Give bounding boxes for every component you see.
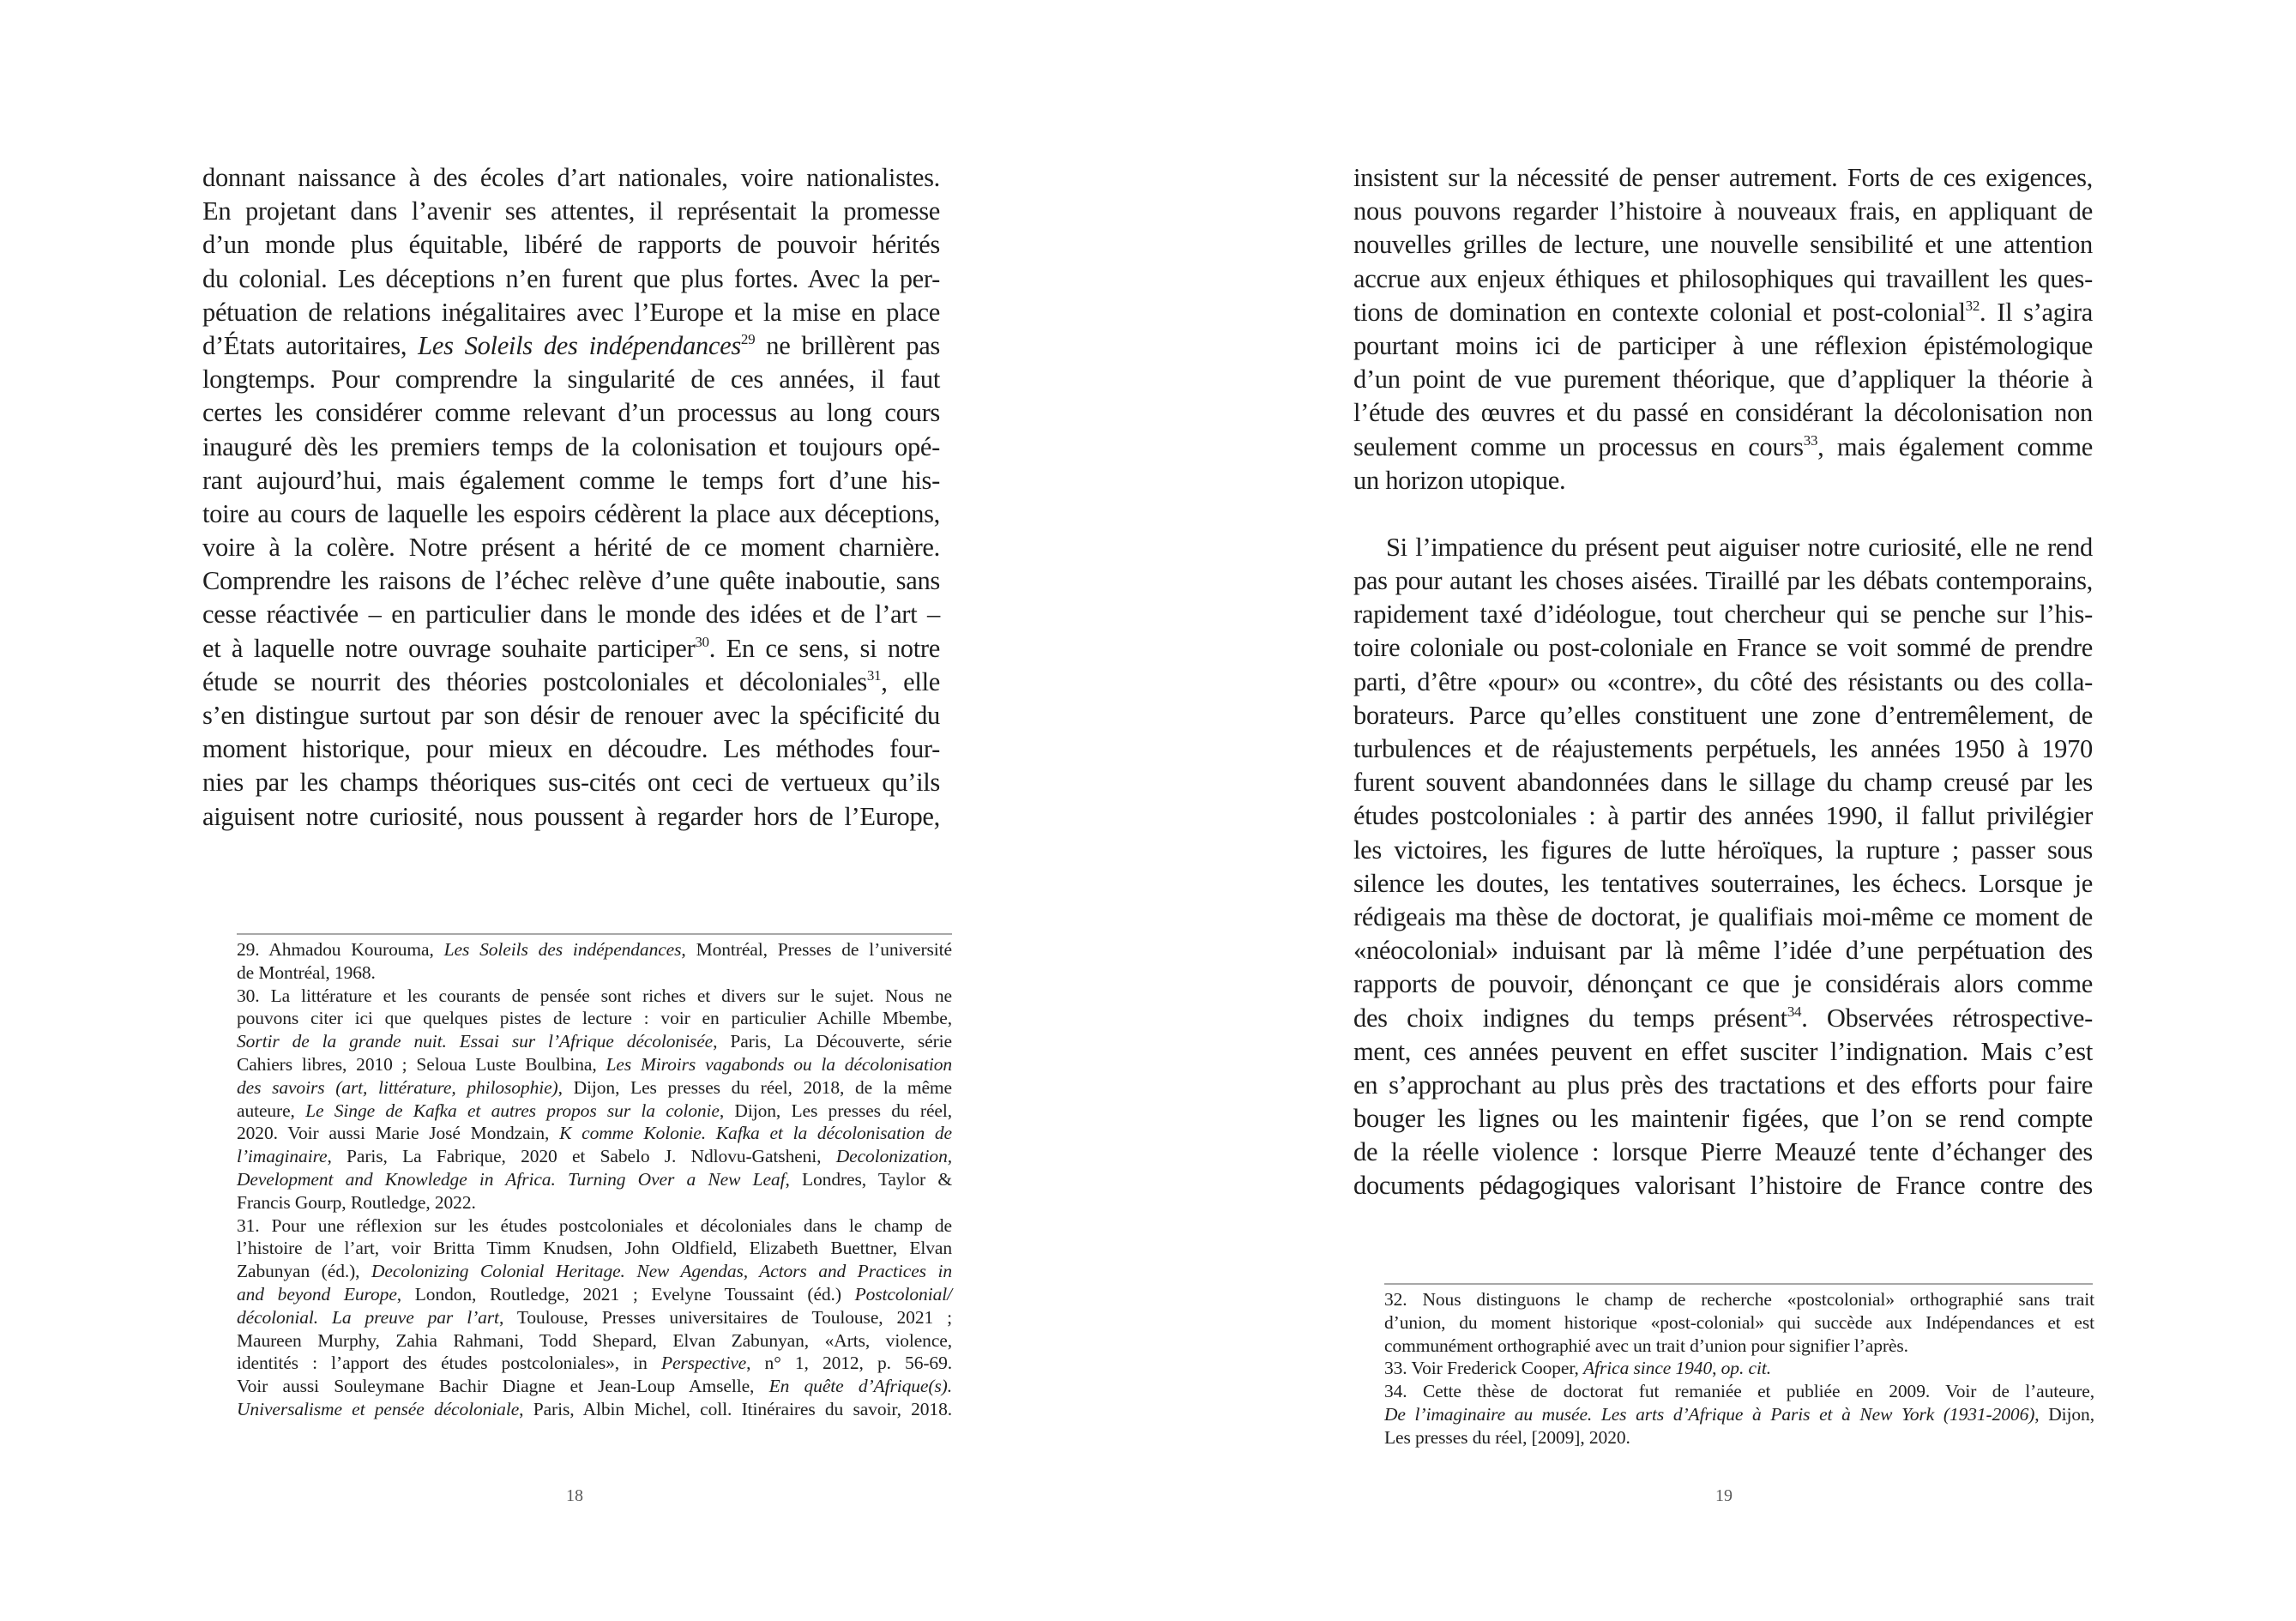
italic-title: Africa since 1940: [1583, 1358, 1713, 1379]
left-body-text: [202, 161, 940, 834]
text-line: [1353, 834, 2093, 867]
text-run: 32. Nous distinguons le champ de recherche «postcolonial» orthographié sans trait: [1384, 1289, 2094, 1310]
footnote-line: [1384, 1335, 2094, 1358]
footnote-reference[interactable]: 34: [1787, 1003, 1802, 1020]
italic-title: K comme Kolonie. Kafka et la décolonisation de: [559, 1123, 952, 1144]
text-run: identités : l’apport des études postcoloniales», in: [237, 1353, 661, 1374]
italic-title: Les Miroirs vagabonds ou la décolonisation: [606, 1053, 952, 1075]
text-line: [202, 296, 940, 329]
footnote-line: [1384, 1288, 2094, 1311]
text-line: [1353, 363, 2093, 396]
text-run: nous pouvons regarder l’histoire à nouveaux frais, en appliquant de: [1353, 196, 2093, 226]
italic-title: l’imaginaire: [237, 1146, 328, 1167]
text-run: pas pour autant les choses aisées. Tiraillé par les débats contemporains,: [1353, 566, 2093, 596]
text-run: auteure,: [237, 1100, 306, 1121]
text-line: [202, 564, 940, 598]
text-run: rédigeais ma thèse de doctorat, je qualifiais moi-même ce moment de: [1353, 901, 2093, 931]
left-footnote-rule: [237, 933, 952, 935]
text-run: d’union, du moment historique «post-colonial» qui succède aux Indépendances et est: [1384, 1311, 2094, 1333]
text-run: pétuation de relations inégalitaires avec l’Europe et la mise en place: [202, 297, 940, 327]
text-run: communément orthographié avec un trait d’union pour signifier l’après.: [1384, 1335, 1908, 1356]
text-line: [202, 531, 940, 564]
footnote-line: [237, 1237, 952, 1260]
text-run: Si l’impatience du présent peut aiguiser notre curiosité, elle ne rend: [1386, 532, 2093, 562]
text-line: [202, 262, 940, 296]
text-line: [1353, 867, 2093, 901]
italic-title: des savoirs (art, littérature, philosophie): [237, 1076, 558, 1098]
text-run: , Dijon,: [2034, 1403, 2094, 1425]
footnote-line: [1384, 1426, 2094, 1449]
text-run: études postcoloniales : à partir des années 1990, il fallut privilégier: [1353, 801, 2093, 831]
text-run: moment historique, pour mieux en découdre. Les méthodes four-: [202, 734, 940, 764]
footnote-line: [237, 938, 952, 961]
text-line: [202, 766, 940, 799]
text-run: certes les considérer comme relevant d’un processus au long cours: [202, 398, 940, 428]
footnote-line: [237, 1306, 952, 1329]
right-body-text: [1353, 161, 2093, 1203]
text-run: borateurs. Parce qu’elles constituent une zone d’entremêlement, de: [1353, 700, 2093, 730]
text-line: [1353, 901, 2093, 934]
text-run: de la réelle violence : lorsque Pierre Meauzé tente d’échanger des: [1353, 1137, 2093, 1167]
text-run: tions de domination en contexte colonial et post-colonial: [1353, 297, 1966, 327]
text-run: , London, Routledge, 2021 ; Evelyne Toussaint (éd.): [396, 1283, 855, 1305]
text-run: furent souvent abandonnées dans le sillage du champ creusé par les: [1353, 768, 2093, 798]
text-line: [1353, 531, 2093, 564]
text-run: en s’approchant au plus près des tractations et des efforts pour faire: [1353, 1070, 2093, 1100]
footnote-line: [1384, 1380, 2094, 1403]
text-run: Maureen Murphy, Zahia Rahmani, Todd Shepard, Elvan Zabunyan, «Arts, violence,: [237, 1329, 952, 1351]
text-line: [1353, 431, 2093, 464]
footnote-line: [1384, 1311, 2094, 1335]
footnote-reference[interactable]: 32: [1965, 297, 1980, 314]
text-run: nouvelles grilles de lecture, une nouvelle sensibilité et une attention: [1353, 230, 2093, 260]
italic-title: décolonial. La preuve par l’art: [237, 1306, 499, 1328]
text-run: seulement comme un processus en cours: [1353, 431, 1804, 461]
text-run: cesse réactivée – en particulier dans le monde des idées et de l’art –: [202, 600, 940, 630]
text-run: 31. Pour une réflexion sur les études postcoloniales et décoloniales dans le champ de: [237, 1214, 952, 1236]
text-line: [202, 632, 940, 666]
text-line: [1353, 195, 2093, 228]
text-run: d’un monde plus équitable, libéré de rapports de pouvoir hérités: [202, 230, 940, 260]
italic-title: Sortir de la grande nuit. Essai sur l’Afrique décolonisée: [237, 1031, 714, 1052]
footnote-line: [237, 1053, 952, 1076]
footnote-line: [1384, 1403, 2094, 1426]
text-line: [1353, 296, 2093, 329]
footnote-line: [237, 1168, 952, 1191]
text-line: [202, 161, 940, 195]
text-run: Les presses du réel, [2009], 2020.: [1384, 1426, 1630, 1448]
text-run: rant aujourd’hui, mais également comme le temps fort d’une his-: [202, 465, 940, 495]
right-page: [1148, 0, 2296, 1621]
text-line: [202, 666, 940, 699]
text-run: 33. Voir Frederick Cooper,: [1384, 1358, 1584, 1379]
footnote-line: [237, 1260, 952, 1283]
italic-title: Decolonization,: [835, 1146, 952, 1167]
text-run: Francis Gourp, Routledge, 2022.: [237, 1191, 476, 1213]
text-line: [1353, 631, 2093, 665]
text-run: étude se nourrit des théories postcoloniales et décoloniales: [202, 666, 867, 696]
text-line: [1353, 161, 2093, 195]
italic-title: Les Soleils des indépendances: [418, 330, 741, 360]
text-run: , Dijon, Les presses du réel, 2018, de la même: [557, 1076, 952, 1098]
footnote-reference[interactable]: 29: [740, 330, 756, 347]
text-line: [1353, 396, 2093, 430]
footnote-line: [237, 1214, 952, 1238]
text-run: l’histoire de l’art, voir Britta Timm Knudsen, John Oldfield, Elizabeth Buettner, Elvan: [237, 1238, 952, 1259]
text-line: [1353, 1069, 2093, 1102]
text-run: «néocolonial» induisant par là même l’idée d’une perpétuation des: [1353, 936, 2093, 966]
text-run: rapidement taxé d’idéologue, tout chercheur qui se penche sur l’his-: [1353, 600, 2093, 630]
italic-title: En quête d’Afrique(s).: [768, 1376, 952, 1397]
text-run: voire à la colère. Notre présent a hérité de ce moment charnière.: [202, 533, 940, 563]
text-run: rapports de pouvoir, dénonçant ce que je considérais alors comme: [1353, 969, 2093, 999]
text-run: de Montréal, 1968.: [237, 961, 376, 983]
footnote-line: [237, 1283, 952, 1306]
text-run: ment, ces années peuvent en effet susciter l’indignation. Mais c’est: [1353, 1036, 2093, 1066]
text-line: [1353, 967, 2093, 1001]
text-run: du colonial. Les déceptions n’en furent que plus fortes. Avec la per-: [202, 263, 940, 293]
text-line: [1353, 228, 2093, 262]
text-run: , Dijon, Les presses du réel,: [719, 1100, 952, 1121]
text-line: [1353, 262, 2093, 296]
footnote-line: [237, 1329, 952, 1353]
footnote-line: [237, 1007, 952, 1030]
italic-title: Les Soleils des indépendances: [443, 939, 682, 960]
footnote-line: [237, 1398, 952, 1421]
text-run: donnant naissance à des écoles d’art nationales, voire nationalistes.: [202, 163, 940, 192]
text-line: [1353, 464, 2093, 497]
text-line: [202, 699, 940, 732]
footnote-reference[interactable]: 30: [695, 633, 709, 650]
text-run: aiguisent notre curiosité, nous poussent à regarder hors de l’Europe,: [202, 801, 940, 831]
italic-title: Decolonizing Colonial Heritage. New Agendas, Actors and Practices in: [371, 1261, 952, 1282]
left-footnotes: [237, 938, 952, 1421]
text-run: , n° 1, 2012, p. 56-69.: [746, 1353, 952, 1374]
text-run: , Paris, Albin Michel, coll. Itinéraires du savoir, 2018.: [519, 1398, 952, 1419]
text-run: ,: [1712, 1358, 1721, 1379]
text-run: , Londres, Taylor &: [785, 1168, 952, 1190]
text-run: ne brillèrent pas: [755, 330, 940, 360]
text-line: [1353, 598, 2093, 631]
text-line: [202, 195, 940, 228]
text-run: insistent sur la nécessité de penser autrement. Forts de ces exigences,: [1353, 163, 2093, 192]
footnote-reference[interactable]: 33: [1803, 431, 1818, 449]
italic-title: and beyond Europe: [237, 1283, 397, 1305]
text-run: En projetant dans l’avenir ses attentes, il représentait la promesse: [202, 196, 940, 226]
text-run: d’États autoritaires,: [202, 330, 419, 360]
text-line: [1353, 699, 2093, 732]
text-run: . Observées rétrospective-: [1801, 1003, 2093, 1033]
footnote-line: [237, 1122, 952, 1145]
text-run: parti, d’être «pour» ou «contre», du côté des résistants ou des colla-: [1353, 666, 2093, 696]
text-run: inauguré dès les premiers temps de la colonisation et toujours opé-: [202, 431, 940, 461]
text-run: s’en distingue surtout par son désir de renouer avec la spécificité du: [202, 701, 940, 730]
text-line: [1353, 1169, 2093, 1202]
text-run: turbulences et de réajustements perpétuels, les années 1950 à 1970: [1353, 734, 2093, 763]
footnote-line: [237, 961, 952, 985]
text-run: Cahiers libres, 2010 ; Seloua Luste Boulbina,: [237, 1053, 606, 1075]
text-run: d’un point de vue purement théorique, que d’appliquer la théorie à: [1353, 365, 2093, 395]
italic-title: Postcolonial/: [854, 1283, 952, 1305]
footnote-line: [237, 1145, 952, 1168]
italic-title: op. cit.: [1720, 1358, 1771, 1379]
footnote-line: [1384, 1357, 2094, 1380]
text-run: accrue aux enjeux éthiques et philosophiques qui travaillent les ques-: [1353, 263, 2093, 293]
right-footnotes: [1384, 1288, 2094, 1449]
text-line: [202, 800, 940, 834]
text-line: [1353, 1136, 2093, 1169]
text-line: [1353, 1102, 2093, 1136]
page-number-right: 19: [1715, 1486, 1733, 1505]
text-run: un horizon utopique.: [1353, 465, 1566, 495]
text-line: [1353, 329, 2093, 363]
page-number-left: 18: [566, 1486, 583, 1505]
text-run: toire coloniale ou post-coloniale en France se voit sommé de prendre: [1353, 633, 2093, 663]
italic-title: Universalisme et pensée décoloniale: [237, 1398, 520, 1419]
text-run: , Toulouse, Presses universitaires de Toulouse, 2021 ;: [498, 1306, 953, 1328]
text-run: les victoires, les figures de lutte héroïques, la rupture ; passer sous: [1353, 835, 2093, 865]
text-run: documents pédagogiques valorisant l’histoire de France contre des: [1353, 1171, 2093, 1201]
text-run: pouvons citer ici que quelques pistes de lecture : voir en particulier Achille Mbembe,: [237, 1008, 952, 1029]
text-run: Comprendre les raisons de l’échec relève d’une quête inaboutie, sans: [202, 566, 940, 596]
text-line: [202, 396, 940, 430]
footnote-line: [237, 1375, 952, 1398]
text-run: Zabunyan (éd.),: [237, 1261, 371, 1282]
text-run: 34. Cette thèse de doctorat fut remaniée et publiée en 2009. Voir de l’auteure,: [1384, 1381, 2094, 1402]
text-run: . Il s’agira: [1980, 297, 2093, 327]
text-line: [1353, 666, 2093, 699]
footnote-line: [237, 1352, 952, 1375]
italic-title: Development and Knowledge in Africa. Turning Over a New Leaf: [237, 1168, 786, 1190]
text-line: [1353, 934, 2093, 967]
text-run: silence les doutes, les tentatives souterraines, les échecs. Lorsque je: [1353, 868, 2093, 898]
text-run: . En ce sens, si notre: [708, 633, 940, 663]
text-line: [1353, 1035, 2093, 1069]
text-line: [1353, 564, 2093, 598]
text-run: , Paris, La Fabrique, 2020 et Sabelo J. Ndlovu-Gatsheni,: [327, 1146, 836, 1167]
text-run: bouger les lignes ou les maintenir figées, que l’on se rend compte: [1353, 1104, 2093, 1134]
italic-title: Le Singe de Kafka et autres propos sur la colonie: [305, 1100, 720, 1121]
text-run: , Paris, La Découverte, série: [713, 1031, 952, 1052]
text-line: [202, 732, 940, 766]
italic-title: Perspective: [660, 1353, 747, 1374]
text-run: longtemps. Pour comprendre la singularité de ces années, il faut: [202, 365, 940, 395]
text-run: , mais également comme: [1817, 431, 2093, 461]
text-run: , Montréal, Presses de l’université: [681, 939, 952, 960]
text-run: toire au cours de laquelle les espoirs cédèrent la place aux déceptions,: [202, 498, 940, 528]
text-run: des choix indignes du temps présent: [1353, 1003, 1787, 1033]
text-line: [1353, 1002, 2093, 1035]
text-line: [202, 464, 940, 497]
paragraph-gap: [1353, 497, 2093, 531]
text-line: [202, 329, 940, 363]
text-line: [202, 598, 940, 631]
italic-title: De l’imaginaire au musée. Les arts d’Afrique à Paris et à New York (1931-2006): [1384, 1403, 2035, 1425]
text-run: 29. Ahmadou Kourouma,: [237, 939, 444, 960]
text-run: l’étude des œuvres et du passé en considérant la décolonisation non: [1353, 398, 2093, 428]
right-footnote-rule: [1384, 1283, 2093, 1285]
text-line: [1353, 799, 2093, 833]
text-run: nies par les champs théoriques sus-cités ont ceci de vertueux qu’ils: [202, 768, 940, 798]
text-run: , elle: [881, 666, 940, 696]
footnote-line: [237, 1076, 952, 1100]
text-run: pourtant moins ici de participer à une réflexion épistémologique: [1353, 330, 2093, 360]
footnote-line: [237, 1100, 952, 1123]
footnote-line: [237, 1191, 952, 1214]
footnote-line: [237, 1030, 952, 1053]
footnote-reference[interactable]: 31: [866, 666, 882, 684]
text-line: [1353, 766, 2093, 799]
text-line: [202, 363, 940, 396]
text-line: [1353, 732, 2093, 766]
footnote-line: [237, 985, 952, 1008]
text-run: et à laquelle notre ouvrage souhaite participer: [202, 633, 696, 663]
text-line: [202, 228, 940, 262]
text-line: [202, 431, 940, 464]
text-run: Voir aussi Souleymane Bachir Diagne et Jean-Loup Amselle,: [237, 1376, 769, 1397]
text-run: 2020. Voir aussi Marie José Mondzain,: [237, 1123, 560, 1144]
text-line: [202, 497, 940, 531]
text-run: 30. La littérature et les courants de pensée sont riches et divers sur le sujet. Nous ne: [237, 985, 952, 1006]
